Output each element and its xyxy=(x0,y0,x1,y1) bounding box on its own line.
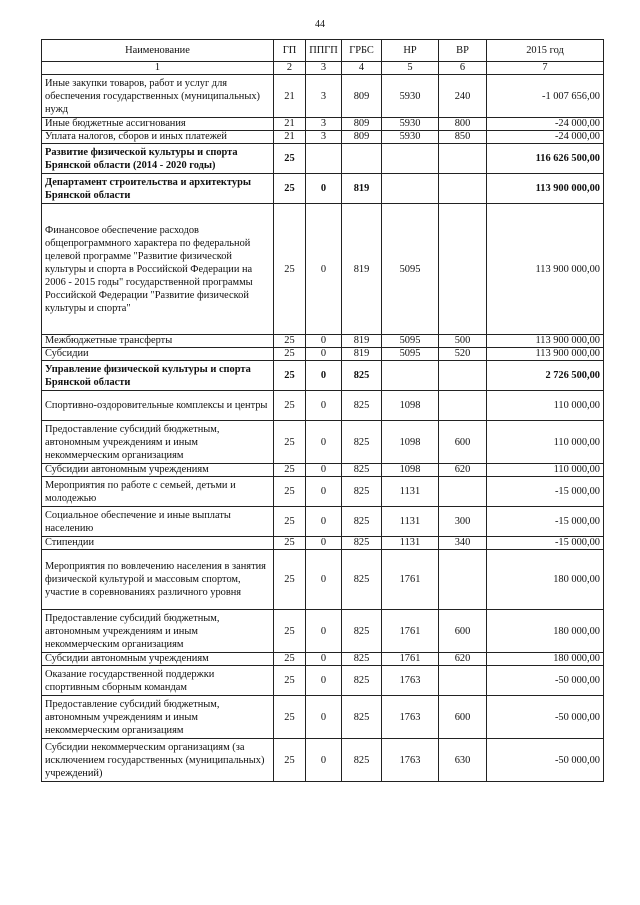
row-nr: 1763 xyxy=(382,696,439,739)
row-gp: 25 xyxy=(274,739,306,782)
row-amount: 2 726 500,00 xyxy=(487,361,604,391)
row-ppgp: 0 xyxy=(306,610,342,653)
row-gp: 25 xyxy=(274,507,306,537)
row-vr: 620 xyxy=(439,653,487,666)
row-vr: 800 xyxy=(439,118,487,131)
row-gp: 25 xyxy=(274,335,306,348)
row-ppgp: 3 xyxy=(306,75,342,118)
row-nr: 1761 xyxy=(382,550,439,610)
row-amount: -50 000,00 xyxy=(487,696,604,739)
row-vr: 500 xyxy=(439,335,487,348)
table-row xyxy=(42,696,604,739)
row-grbs: 809 xyxy=(342,118,382,131)
table-row xyxy=(42,75,604,118)
row-nr xyxy=(382,361,439,391)
row-name: Стипендии xyxy=(42,537,274,550)
row-ppgp: 0 xyxy=(306,739,342,782)
row-grbs: 825 xyxy=(342,391,382,421)
row-ppgp: 0 xyxy=(306,696,342,739)
row-name: Иные бюджетные ассигнования xyxy=(42,118,274,131)
header-ppgp: ППГП xyxy=(306,40,342,62)
header-row xyxy=(42,40,604,62)
row-vr xyxy=(439,550,487,610)
table-row xyxy=(42,204,604,335)
row-name: Мероприятия по работе с семьей, детьми и молодежью xyxy=(42,477,274,507)
row-name: Финансовое обеспечение расходов общепрограммного характера по федеральной целевой программе "Развитие физической культуры и спорта в Российской Федерации на 2006 - 2015 годы" государственной программы Российской Федерации "Развитие физической культуры и спорта" xyxy=(42,204,274,335)
row-grbs: 819 xyxy=(342,174,382,204)
table-row xyxy=(42,118,604,131)
row-grbs: 825 xyxy=(342,653,382,666)
column-number: 6 xyxy=(439,62,487,75)
row-name: Предоставление субсидий бюджетным, автономным учреждениям и иным некоммерческим организациям xyxy=(42,696,274,739)
row-ppgp: 0 xyxy=(306,361,342,391)
table-row xyxy=(42,348,604,361)
row-grbs: 819 xyxy=(342,335,382,348)
row-amount: 180 000,00 xyxy=(487,610,604,653)
row-amount: 180 000,00 xyxy=(487,550,604,610)
row-ppgp: 0 xyxy=(306,477,342,507)
row-gp: 25 xyxy=(274,550,306,610)
row-amount: -1 007 656,00 xyxy=(487,75,604,118)
row-amount: 113 900 000,00 xyxy=(487,174,604,204)
row-ppgp: 0 xyxy=(306,391,342,421)
row-nr: 1131 xyxy=(382,507,439,537)
row-nr: 5095 xyxy=(382,335,439,348)
row-grbs: 825 xyxy=(342,464,382,477)
row-name: Департамент строительства и архитектуры Брянской области xyxy=(42,174,274,204)
row-vr: 600 xyxy=(439,696,487,739)
row-amount: -15 000,00 xyxy=(487,477,604,507)
column-number: 2 xyxy=(274,62,306,75)
row-name: Развитие физической культуры и спорта Брянской области (2014 - 2020 годы) xyxy=(42,144,274,174)
row-vr: 240 xyxy=(439,75,487,118)
row-name: Межбюджетные трансферты xyxy=(42,335,274,348)
row-grbs: 809 xyxy=(342,131,382,144)
row-vr: 520 xyxy=(439,348,487,361)
column-number-row xyxy=(42,62,604,75)
table-row xyxy=(42,174,604,204)
row-nr xyxy=(382,144,439,174)
row-nr xyxy=(382,174,439,204)
table-row xyxy=(42,507,604,537)
row-amount: -15 000,00 xyxy=(487,507,604,537)
row-nr: 1098 xyxy=(382,421,439,464)
row-gp: 25 xyxy=(274,204,306,335)
row-ppgp: 0 xyxy=(306,348,342,361)
row-amount: 113 900 000,00 xyxy=(487,348,604,361)
row-vr: 300 xyxy=(439,507,487,537)
row-amount: -24 000,00 xyxy=(487,118,604,131)
row-name: Мероприятия по вовлечению населения в занятия физической культурой и массовым спортом, участие в соревнованиях различного уровня xyxy=(42,550,274,610)
row-amount: -50 000,00 xyxy=(487,666,604,696)
row-grbs: 825 xyxy=(342,739,382,782)
row-vr xyxy=(439,174,487,204)
row-ppgp: 0 xyxy=(306,507,342,537)
column-number: 4 xyxy=(342,62,382,75)
row-gp: 21 xyxy=(274,118,306,131)
row-ppgp: 0 xyxy=(306,653,342,666)
row-gp: 25 xyxy=(274,361,306,391)
row-ppgp: 0 xyxy=(306,204,342,335)
row-ppgp: 0 xyxy=(306,550,342,610)
row-nr: 1763 xyxy=(382,739,439,782)
row-vr: 600 xyxy=(439,610,487,653)
table-row xyxy=(42,610,604,653)
row-grbs: 825 xyxy=(342,507,382,537)
row-grbs: 819 xyxy=(342,204,382,335)
row-gp: 25 xyxy=(274,391,306,421)
row-grbs: 825 xyxy=(342,537,382,550)
row-vr xyxy=(439,477,487,507)
row-nr: 5930 xyxy=(382,75,439,118)
budget-table xyxy=(41,39,604,782)
row-vr: 630 xyxy=(439,739,487,782)
row-amount: 113 900 000,00 xyxy=(487,204,604,335)
row-name: Спортивно-оздоровительные комплексы и центры xyxy=(42,391,274,421)
row-ppgp: 0 xyxy=(306,666,342,696)
row-vr: 620 xyxy=(439,464,487,477)
row-gp: 25 xyxy=(274,144,306,174)
page-number: 44 xyxy=(315,19,325,30)
row-grbs: 819 xyxy=(342,348,382,361)
row-gp: 25 xyxy=(274,477,306,507)
row-gp: 25 xyxy=(274,464,306,477)
row-grbs: 825 xyxy=(342,421,382,464)
row-grbs: 825 xyxy=(342,477,382,507)
row-grbs: 825 xyxy=(342,610,382,653)
table-row xyxy=(42,391,604,421)
row-nr: 5095 xyxy=(382,204,439,335)
row-amount: 110 000,00 xyxy=(487,421,604,464)
table-row xyxy=(42,335,604,348)
row-vr: 850 xyxy=(439,131,487,144)
table-row xyxy=(42,421,604,464)
row-nr: 1098 xyxy=(382,464,439,477)
row-ppgp: 3 xyxy=(306,131,342,144)
row-vr xyxy=(439,666,487,696)
row-vr xyxy=(439,391,487,421)
row-name: Предоставление субсидий бюджетным, автономным учреждениям и иным некоммерческим организациям xyxy=(42,421,274,464)
header-gp: ГП xyxy=(274,40,306,62)
row-gp: 25 xyxy=(274,610,306,653)
row-ppgp: 0 xyxy=(306,335,342,348)
row-nr: 5095 xyxy=(382,348,439,361)
row-grbs xyxy=(342,144,382,174)
header-grbs: ГРБС xyxy=(342,40,382,62)
row-name: Субсидии автономным учреждениям xyxy=(42,653,274,666)
row-name: Уплата налогов, сборов и иных платежей xyxy=(42,131,274,144)
row-ppgp: 0 xyxy=(306,421,342,464)
row-gp: 25 xyxy=(274,537,306,550)
row-vr xyxy=(439,144,487,174)
row-amount: 113 900 000,00 xyxy=(487,335,604,348)
row-name: Субсидии xyxy=(42,348,274,361)
row-grbs: 825 xyxy=(342,550,382,610)
row-gp: 21 xyxy=(274,75,306,118)
row-amount: -50 000,00 xyxy=(487,739,604,782)
row-gp: 21 xyxy=(274,131,306,144)
table-row xyxy=(42,131,604,144)
row-ppgp xyxy=(306,144,342,174)
column-number: 1 xyxy=(42,62,274,75)
row-grbs: 825 xyxy=(342,696,382,739)
header-vr: ВР xyxy=(439,40,487,62)
row-ppgp: 0 xyxy=(306,174,342,204)
row-nr: 1098 xyxy=(382,391,439,421)
row-gp: 25 xyxy=(274,174,306,204)
table-row xyxy=(42,666,604,696)
row-grbs: 825 xyxy=(342,666,382,696)
row-vr xyxy=(439,361,487,391)
table-row xyxy=(42,739,604,782)
row-amount: 116 626 500,00 xyxy=(487,144,604,174)
row-nr: 1131 xyxy=(382,537,439,550)
column-number: 3 xyxy=(306,62,342,75)
row-vr: 600 xyxy=(439,421,487,464)
row-nr: 5930 xyxy=(382,131,439,144)
row-gp: 25 xyxy=(274,421,306,464)
row-nr: 1761 xyxy=(382,610,439,653)
row-amount: -15 000,00 xyxy=(487,537,604,550)
row-nr: 1761 xyxy=(382,653,439,666)
table-row xyxy=(42,653,604,666)
table-row xyxy=(42,361,604,391)
row-amount: 180 000,00 xyxy=(487,653,604,666)
table-row xyxy=(42,144,604,174)
row-gp: 25 xyxy=(274,348,306,361)
row-gp: 25 xyxy=(274,666,306,696)
row-name: Управление физической культуры и спорта Брянской области xyxy=(42,361,274,391)
column-number: 7 xyxy=(487,62,604,75)
row-grbs: 825 xyxy=(342,361,382,391)
row-nr: 5930 xyxy=(382,118,439,131)
column-number: 5 xyxy=(382,62,439,75)
header-name: Наименование xyxy=(42,40,274,62)
row-ppgp: 0 xyxy=(306,464,342,477)
row-gp: 25 xyxy=(274,653,306,666)
row-nr: 1763 xyxy=(382,666,439,696)
row-amount: 110 000,00 xyxy=(487,464,604,477)
header-amount-2015: 2015 год xyxy=(487,40,604,62)
row-name: Предоставление субсидий бюджетным, автономным учреждениям и иным некоммерческим организациям xyxy=(42,610,274,653)
table-row xyxy=(42,537,604,550)
row-name: Социальное обеспечение и иные выплаты населению xyxy=(42,507,274,537)
table-row xyxy=(42,464,604,477)
row-amount: 110 000,00 xyxy=(487,391,604,421)
row-ppgp: 0 xyxy=(306,537,342,550)
table-row xyxy=(42,477,604,507)
row-name: Субсидии автономным учреждениям xyxy=(42,464,274,477)
row-vr xyxy=(439,204,487,335)
row-name: Оказание государственной поддержки спортивным сборным командам xyxy=(42,666,274,696)
row-name: Субсидии некоммерческим организациям (за исключением государственных (муниципальных) учреждений) xyxy=(42,739,274,782)
row-amount: -24 000,00 xyxy=(487,131,604,144)
table-row xyxy=(42,550,604,610)
row-ppgp: 3 xyxy=(306,118,342,131)
row-nr: 1131 xyxy=(382,477,439,507)
row-grbs: 809 xyxy=(342,75,382,118)
row-vr: 340 xyxy=(439,537,487,550)
row-name: Иные закупки товаров, работ и услуг для обеспечения государственных (муниципальных) нужд xyxy=(42,75,274,118)
row-gp: 25 xyxy=(274,696,306,739)
header-nr: НР xyxy=(382,40,439,62)
table-body xyxy=(42,75,604,782)
